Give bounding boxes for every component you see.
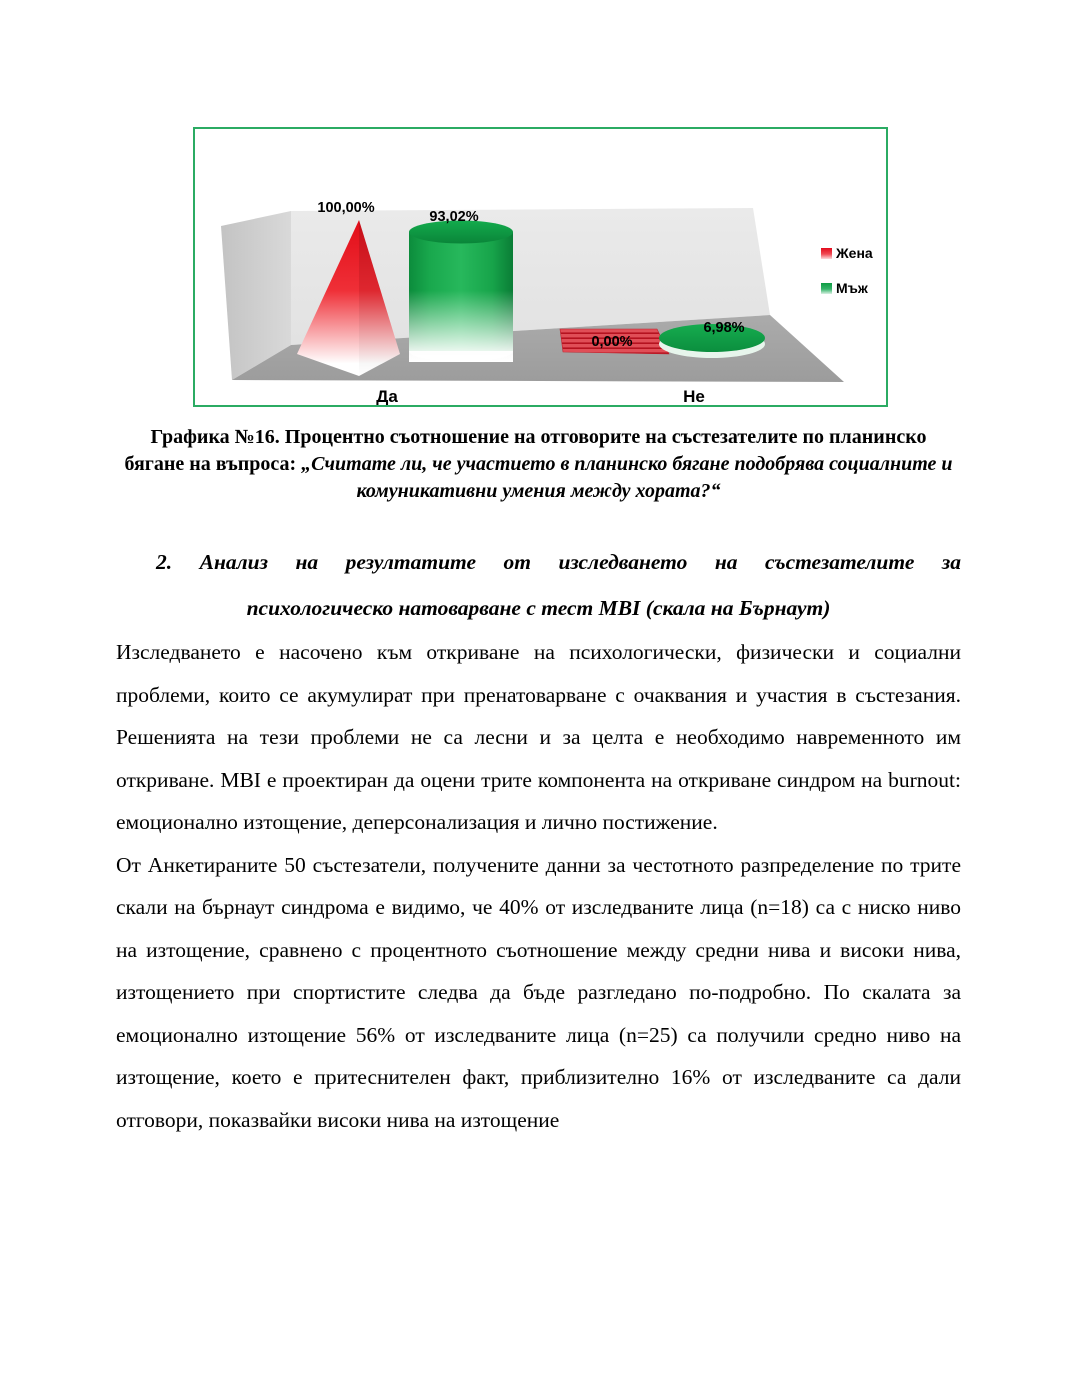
category-label-da: Да <box>376 387 398 405</box>
value-label-da-muzh: 93,02% <box>429 209 479 225</box>
value-label-da-zhena: 100,00% <box>317 200 375 216</box>
legend-label-muzh: Мъж <box>836 280 868 296</box>
category-label-ne: Не <box>683 387 705 405</box>
chart-legend <box>821 245 873 296</box>
section-heading-line2: психологическо натоварване с тест MBI (скала на Бърнаут) <box>246 596 831 620</box>
chart-graphic-16 <box>193 127 888 407</box>
figure-caption-prefix: Графика №16. Процентно съотношение на отговорите на състезателите по планинско бягане на въпроса: <box>124 426 927 475</box>
paragraph-1: Изследването е насочено към откриване на психологически, физически и социални проблеми, които се акумулират при пренатоварване с очаквания и участия в състезания. Решенията на тези проблеми не са лесни и за целта е необходимо навременното им откриване. MBI е проектиран да оцени трите компонента на откриване синдром на burnout: емоционално изтощение, деперсонализация и лично постижение. <box>116 640 961 834</box>
figure-caption <box>116 424 961 505</box>
section-heading <box>116 539 961 631</box>
value-label-ne-muzh: 6,98% <box>703 320 745 336</box>
figure-caption-question: „Считате ли, че участието в планинско бягане подобрява социалните и комуникативни умения между хората?“ <box>301 453 953 502</box>
page-content <box>116 424 961 1141</box>
legend-swatch-muzh-icon <box>821 283 832 294</box>
value-label-ne-zhena: 0,00% <box>591 334 633 350</box>
legend-label-zhena: Жена <box>836 245 873 261</box>
section-heading-line1: 2. Анализ на резултатите от изследването на състезателите за <box>156 550 961 574</box>
body-text <box>116 631 961 1141</box>
chart-canvas <box>195 129 886 405</box>
cylinder-da-muzh-fade <box>409 232 513 362</box>
paragraph-2: От Анкетираните 50 състезатели, получените данни за честотното разпределение по трите скали на бърнаут синдрома е видимо, че 40% от изследваните лица (n=18) са с ниско ниво на изтощение, сравнено с процентното съотношение между средни нива и високи нива, изтощението при спортистите следва да бъде разгледано по-подробно. По скалата за емоционално изтощение 56% от изследваните лица (n=25) са получили средно ниво на изтощение, което е притеснителен факт, приблизително 16% от изследваните са дали отговори, показвайки високи нива на изтощение <box>116 852 961 1132</box>
legend-swatch-zhena-icon <box>821 248 832 259</box>
